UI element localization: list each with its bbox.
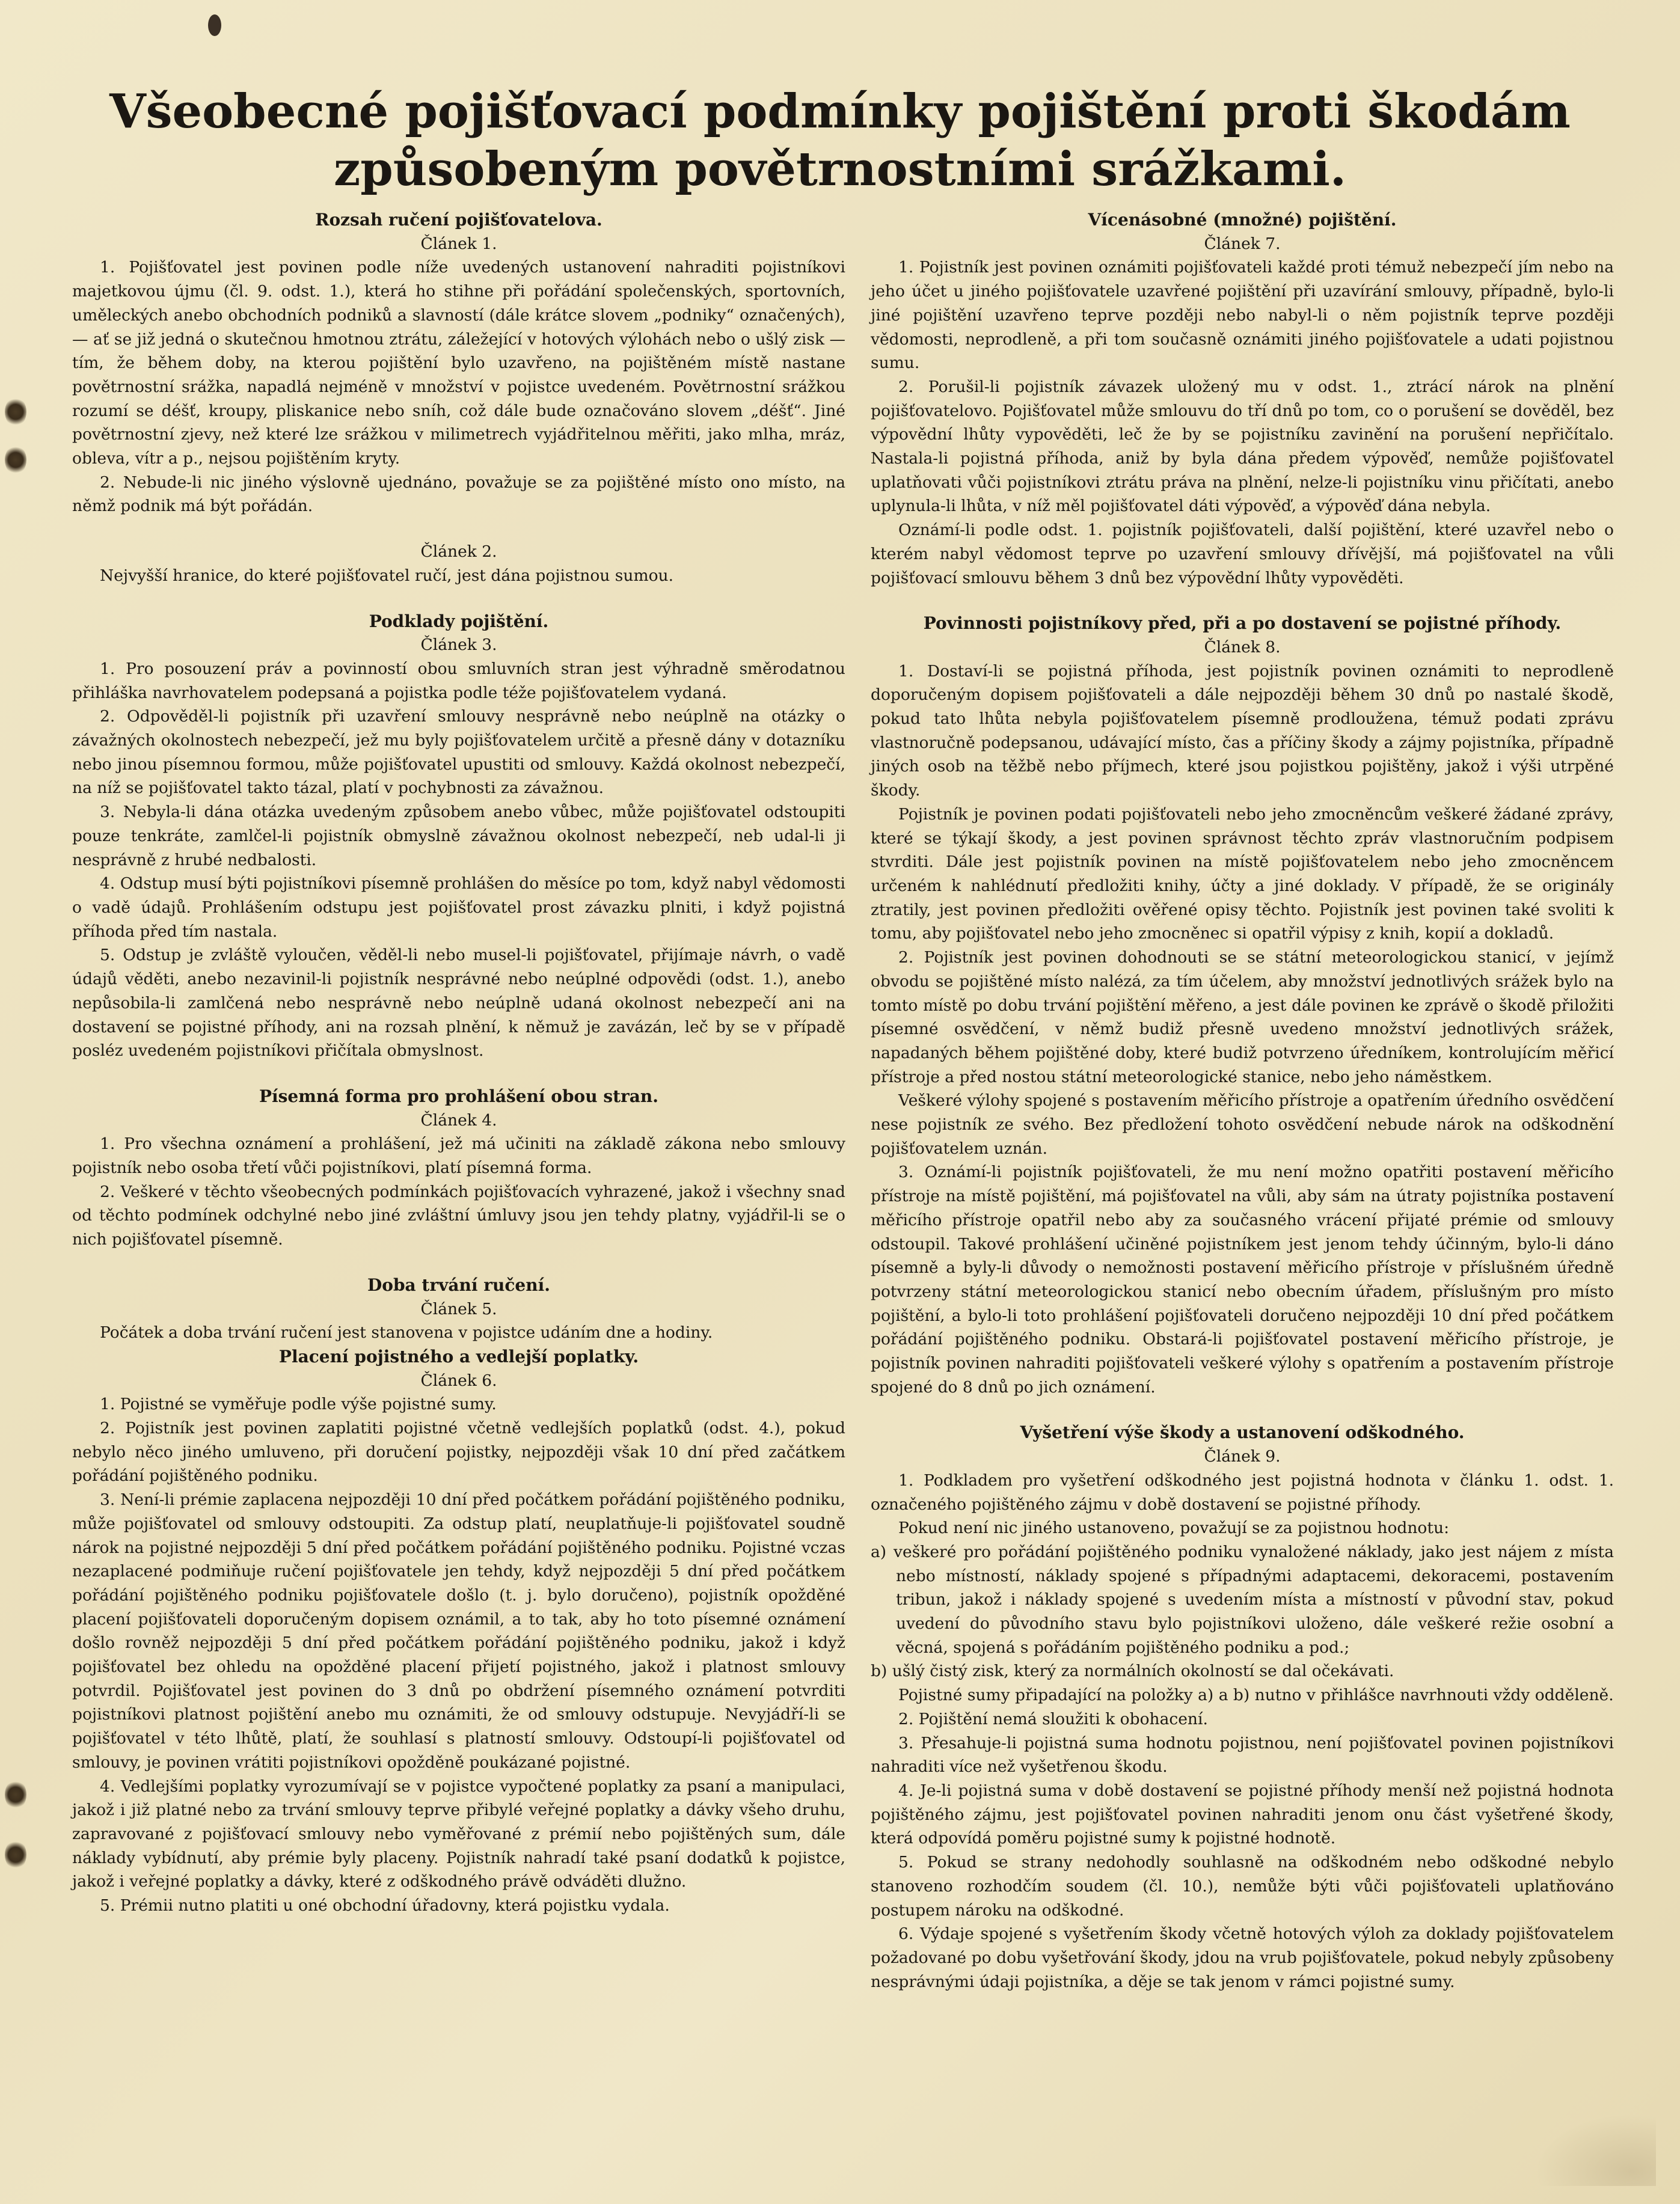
- document-title: [0, 83, 1680, 198]
- section-heading: Vícenásobné (množné) pojištění.: [1088, 210, 1397, 230]
- paragraph: 1. Pojistné se vyměřuje podle výše pojistné sumy.: [100, 1395, 497, 1414]
- paragraph: 1. Pojistník jest povinen oznámiti pojišťovateli každé proti témuž nebezpečí jím nebo na jeho účet u jiného pojišťovatele uzavřené pojištění při uzavírání smlouvy, případně, bylo-li jiné pojištění uzavřeno teprve později nebo nabyl-li o něm pojistník teprve později vědomosti, neprodleně, a při tom současně oznámiti jiného pojišťovatele a udati pojistnou sumu.: [871, 258, 1614, 373]
- section-heading: Doba trvání ručení.: [367, 1275, 550, 1295]
- paragraph: 1. Pro posouzení práv a povinností obou smluvních stran jest výhradně směrodatnou přihláška navrhovatelem podepsaná a pojistka podle téže pojišťovatelem vydaná.: [72, 659, 845, 702]
- punch-hole: [5, 397, 26, 427]
- paragraph: Oznámí-li podle odst. 1. pojistník pojišťovateli, další pojištění, které uzavřel nebo o kterém nabyl vědomost teprve po uzavření smlouvy dřívější, má pojišťovatel na vůli pojišťovací smlouvu během 3 dnů bez výpovědní lhůty vypověděti.: [871, 521, 1614, 587]
- punch-hole: [5, 1780, 26, 1810]
- paragraph: Veškeré výlohy spojené s postavením měřicího přístroje a opatřením úředního osvědčení nese pojistník ze svého. Bez předložení tohoto osvědčení nebude nárok na odškodnění pojišťovatelem uznán.: [871, 1091, 1614, 1158]
- paragraph: 2. Pojistník jest povinen dohodnouti se se státní meteorologickou stanicí, v jejímž obvodu se pojištěné místo nalézá, za tím účelem, aby množství jednotlivých srážek bylo na tomto místě po dobu trvání pojištění měřeno, a jest dále povinen ke zprávě o škodě přiložiti písemné osvědčení, v němž budiž přesně uvedeno množství jednotlivých srážek, napadaných během pojištěné doby, které budiž potvrzeno úředníkem, kontrolujícím měřicí přístroje a před nostou státní meteorologické stanice, nebo jeho náměstkem.: [871, 948, 1614, 1086]
- paragraph: 3. Přesahuje-li pojistná suma hodnotu pojistnou, není pojišťovatel povinen pojistníkovi nahraditi více než vyšetřenou škodu.: [871, 1733, 1614, 1777]
- punch-hole: [5, 445, 26, 475]
- paragraph: Počátek a doba trvání ručení jest stanovena v pojistce udáním dne a hodiny.: [100, 1323, 713, 1342]
- right-column: [871, 208, 1614, 1994]
- article-number: Článek 8.: [1204, 637, 1281, 657]
- paragraph: 1. Podkladem pro vyšetření odškodného jest pojistná hodnota v článku 1. odst. 1. označeného pojištěného zájmu v době dostavení se pojistné příhody.: [871, 1471, 1614, 1514]
- paragraph: 1. Pojišťovatel jest povinen podle níže uvedených ustanovení nahraditi pojistníkovi majetkovou újmu (čl. 9. odst. 1.), která ho stihne při pořádání společenských, sportovních, uměleckých anebo obchodních podniků a slavností (dále krátce slovem „podniky“ označených), — ať se již jedná o skutečnou hmotnou ztrátu, záležející v hotových výlohách nebo o ušlý zisk — tím, že během doby, na kterou pojištění bylo uzavřeno, na pojištěném místě nastane povětrnostní srážka, napadlá nejméně v množství v pojistce uvedeném. Povětrnostní srážkou rozumí se déšť, kroupy, pliskanice nebo sníh, což dále bude označováno slovem „déšť“. Jiné povětrnostní zjevy, než které lze srážkou v milimetrech vyjádřitelnou měřiti, jako mlha, mráz, obleva, vítr a p., nejsou pojištěním kryty.: [72, 258, 845, 468]
- paper-stain: [1536, 2114, 1656, 2186]
- article-number: Článek 3.: [420, 635, 497, 655]
- title-line-2: způsobeným povětrnostními srážkami.: [333, 142, 1347, 197]
- paragraph: 3. Není-li prémie zaplacena nejpozději 10 dní před počátkem pořádání pojištěného podniku, může pojišťovatel od smlouvy odstoupiti. Za odstup platí, neuplatňuje-li pojišťovatel soudně nárok na pojistné nejpozději 5 dní před počátkem pořádání pojištěného podniku. Pojistné vczas nezaplacené podmiňuje ručení pojišťovatele jen tehdy, když nejpozději 5 dní před počátkem pořádání pojištěného podniku pojišťovatele došlo (t. j. bylo doručeno), pojistník opožděné placení pojišťovateli doporučeným dopisem oznámil, a to tak, aby ho toto písemné oznámení došlo rovněž nejpozději 5 dní před počátkem pořádání pojištěného podniku, jakož i když pojišťovatel bez ohledu na opožděné placení přijetí pojistného, jakož i platnost smlouvy potvrdil. Pojišťovatel jest povinen do 3 dnů po obdržení písemného oznámení potvrditi pojistníkovi platnost pojištění anebo mu oznámiti, že od smlouvy odstupuje. Nevyjádří-li se pojišťovatel v této lhůtě, platí, že souhlasí s platností smlouvy. Odstoupí-li pojišťovatel od smlouvy, je povinen vrátiti pojistníkovi opožděně poukázané pojistné.: [72, 1490, 845, 1772]
- article-number: Článek 2.: [420, 542, 497, 562]
- paragraph: 2. Porušil-li pojistník závazek uložený mu v odst. 1., ztrácí nárok na plnění pojišťovatelovo. Pojišťovatel může smlouvu do tří dnů po tom, co o porušení se dověděl, bez výpovědní lhůty vypověděti, leč že by se pojistníku zavinění na porušení nepřičítalo. Nastala-li pojistná příhoda, aniž by byla dána předem výpověď, nemůže pojišťovatel uplatňovati vůči pojistníkovi ztrátu práva na plnění, nelze-li pojistníku vinu přičítati, anebo uplynula-li lhůta, v níž měl pojišťovatel dáti výpověď, a výpověď dána nebyla.: [871, 377, 1614, 516]
- section-heading: Podklady pojištění.: [369, 611, 549, 631]
- ink-mark: [208, 14, 221, 36]
- article-number: Článek 6.: [420, 1371, 497, 1390]
- article-number: Článek 5.: [420, 1299, 497, 1318]
- section-heading: Rozsah ručení pojišťovatelova.: [315, 210, 602, 230]
- paragraph: 6. Výdaje spojené s vyšetřením škody včetně hotových výloh za doklady pojišťovatelem požadované po dobu vyšetřování škody, jdou na vrub pojišťovatele, pokud nebyly způsobeny nesprávnými údaji pojistníka, a děje se tak jenom v rámci pojistné sumy.: [871, 1924, 1614, 1991]
- paragraph: Pojistné sumy připadající na položky a) a b) nutno v přihlášce navrhnouti vždy odděleně.: [898, 1686, 1614, 1705]
- article-number: Článek 4.: [420, 1110, 497, 1130]
- paragraph: 2. Pojištění nemá sloužiti k obohacení.: [898, 1709, 1208, 1728]
- paragraph: 1. Pro všechna oznámení a prohlášení, jež má učiniti na základě zákona nebo smlouvy pojistník nebo osoba třetí vůči pojistníkovi, platí písemná forma.: [72, 1134, 845, 1178]
- paragraph: 5. Odstup je zvláště vyloučen, věděl-li nebo musel-li pojišťovatel, přijímaje návrh, o vadě údajů věděti, anebo nezavinil-li pojistník nesprávné nebo neúplné odpovědi (odst. 1.), anebo nepůsobila-li zamlčená nebo nesprávně nebo neúplně udaná okolnost nebezpečí ani na dostavení se pojistné příhody, ani na rozsah plnění, k němuž je zavázán, leč by se v případě posléz uvedeném pojistníkovi přičítala obmyslnost.: [72, 946, 845, 1061]
- paragraph: Pokud není nic jiného ustanoveno, považují se za pojistnou hodnotu:: [898, 1519, 1450, 1538]
- paragraph: 2. Odpověděl-li pojistník při uzavření smlouvy nesprávně nebo neúplně na otázky o závažných okolnostech nebezpečí, jež mu byly pojišťovatelem určitě a přesně dány v dotazníku nebo jinou písemnou formou, může pojišťovatel upustiti od smlouvy. Každá okolnost nebezpečí, na níž se pojišťovatel takto tázal, platí v pochybnosti za závažnou.: [72, 707, 845, 798]
- left-column: [72, 208, 845, 1918]
- list-item: b) ušlý čistý zisk, který za normálních okolností se dal očekávati.: [871, 1662, 1394, 1681]
- paragraph: 2. Nebude-li nic jiného výslovně ujednáno, považuje se za pojištěné místo ono místo, na němž podnik má být pořádán.: [72, 473, 845, 516]
- paragraph: 3. Oznámí-li pojistník pojišťovateli, že mu není možno opatřiti postavení měřicího přístroje na místě pojištění, má pojišťovatel na vůli, aby sám na útraty pojistníka postavení měřicího přístroje opatřil nebo aby za současného vrácení přijaté prémie od smlouvy odstoupil. Takové prohlášení učiněné pojistníkem jest jenom tehdy účinným, bylo-li dáno písemně a byly-li důvody o nemožnosti postavení měřicího přístroje v příslušném úředně potvrzeny státní meteorologickou stanicí nebo obecním úřadem, příslušným pro místo pojištění, a bylo-li toto prohlášení pojišťovateli doručeno nejpozději 10 dní před počátkem pořádání pojištěného podniku. Obstará-li pojišťovatel postavení měřicího přístroje, je pojistník povinen nahraditi pojišťovateli veškeré výlohy s opatřením a postavením přístroje spojené do 8 dnů po jich oznámení.: [871, 1163, 1614, 1397]
- title-line-1: Všeobecné pojišťovací podmínky pojištění proti škodám: [109, 84, 1571, 139]
- paragraph: 3. Nebyla-li dána otázka uvedeným způsobem anebo vůbec, může pojišťovatel odstoupiti pouze tenkráte, zamlčel-li pojistník obmyslně závažnou okolnost nebezpečí, neb udal-li ji nesprávně z hrubé nedbalosti.: [72, 803, 845, 869]
- paragraph: 4. Vedlejšími poplatky vyrozumívají se v pojistce vypočtené poplatky za psaní a manipulaci, jakož i již platné nebo za trvání smlouvy teprve přibylé veřejné poplatky a dávky všeho druhu, zapravované z pojišťovací smlouvy nebo vyměřované z prémií nebo pojištěných sum, dále náklady vybídnutí, aby prémie byly placeny. Pojistník nahradí také psaní dodatků k pojistce, jakož i veřejné poplatky a dávky, které z odškodného právě odváděti dlužno.: [72, 1777, 845, 1891]
- article-number: Článek 7.: [1204, 234, 1281, 253]
- section-heading: Povinnosti pojistníkovy před, při a po dostavení se pojistné příhody.: [923, 613, 1562, 634]
- article-number: Článek 9.: [1204, 1447, 1281, 1466]
- paragraph: Pojistník je povinen podati pojišťovateli nebo jeho zmocněncům veškeré žádané zprávy, které se týkají škody, a jest povinen správnost těchto zpráv vlastnoručním podpisem stvrditi. Dále jest pojistník povinen na místě pojišťovatelem nebo jeho zmocněncem určeném k nahlédnutí předložiti knihy, účty a jiné doklady. V případě, že se originály ztratily, jest povinen předložiti ověřené opisy těchto. Pojistník jest povinen také svoliti k tomu, aby pojišťovatel nebo jeho zmocněnec si opatřil výpisy z knih, kopií a dokladů.: [871, 804, 1614, 943]
- punch-hole: [5, 1840, 26, 1870]
- paragraph: 4. Odstup musí býti pojistníkovi písemně prohlášen do měsíce po tom, když nabyl vědomosti o vadě údajů. Prohlášením odstupu jest pojišťovatel prost závazku plniti, i když pojistná příhoda před tím nastala.: [72, 874, 845, 941]
- section-heading: Placení pojistného a vedlejší poplatky.: [278, 1346, 639, 1367]
- list-item: a) veškeré pro pořádání pojištěného podniku vynaložené náklady, jako jest nájem z místa nebo místností, náklady spojené s případnými adaptacemi, dekoracemi, postavením tribun, jakož i náklady spojené s uvedením místa a místností v původní stav, pokud uvedení do původního stavu bylo pojistníkovi uloženo, dále veškeré režie osobní a věcná, spojená s pořádáním pojištěného podniku a pod.;: [871, 1542, 1614, 1657]
- article-number: Článek 1.: [420, 234, 497, 253]
- section-heading: Vyšetření výše škody a ustanovení odškodného.: [1020, 1422, 1465, 1443]
- paragraph: 1. Dostaví-li se pojistná příhoda, jest pojistník povinen oznámiti to neprodleně doporučeným dopisem pojišťovateli a dále nejpozději během 30 dnů po nastalé škodě, pokud tato lhůta nebyla pojišťovatelem písemně prodloužena, témuž podati zprávu vlastnoručně podepsanou, udávající místo, čas a příčiny škody a zájmy pojistníka, případně jiných osob na těžbě nebo příjmech, které jsou pojistkou pojištěny, jakož i výši utrpěné škody.: [871, 661, 1614, 800]
- paragraph: 2. Veškeré v těchto všeobecných podmínkách pojišťovacích vyhrazené, jakož i všechny snad od těchto podmínek odchylné nebo jiné zvláštní úmluvy jsou jen tehdy platny, vyjádřil-li se o nich pojišťovatel písemně.: [72, 1182, 845, 1249]
- section-heading: Písemná forma pro prohlášení obou stran.: [259, 1086, 659, 1106]
- paragraph: Nejvyšší hranice, do které pojišťovatel ručí, jest dána pojistnou sumou.: [100, 566, 674, 585]
- paragraph: 2. Pojistník jest povinen zaplatiti pojistné včetně vedlejších poplatků (odst. 4.), pokud nebylo něco jiného umluveno, při doručení pojistky, nejpozději však 10 dní před začátkem pořádání pojištěného podniku.: [72, 1419, 845, 1486]
- paragraph: 5. Pokud se strany nedohodly souhlasně na odškodném nebo odškodné nebylo stanoveno rozhodčím soudem (čl. 10.), nemůže býti vůči pojišťovateli uplatňováno postupem nároku na odškodné.: [871, 1853, 1614, 1920]
- paragraph: 4. Je-li pojistná suma v době dostavení se pojistné příhody menší než pojistná hodnota pojištěného zájmu, jest pojišťovatel povinen nahraditi jenom onu část vyšetřené škody, která odpovídá poměru pojistné sumy k pojistné hodnotě.: [871, 1781, 1614, 1848]
- paragraph: 5. Prémii nutno platiti u oné obchodní úřadovny, která pojistku vydala.: [100, 1896, 670, 1915]
